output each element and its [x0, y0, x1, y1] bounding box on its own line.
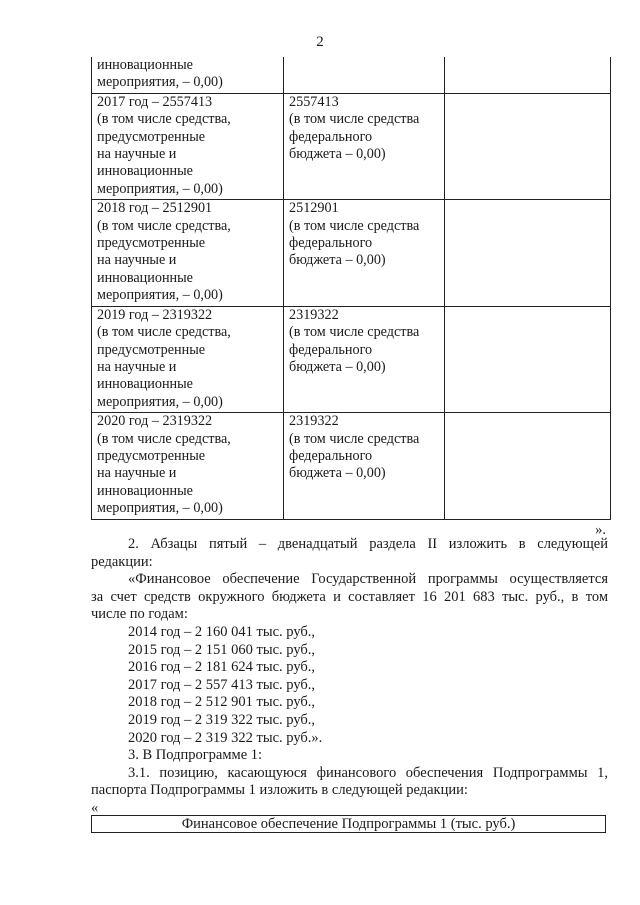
- table-cell-3: [445, 306, 611, 412]
- cell-text-line: (в том числе средства,: [97, 111, 231, 128]
- paragraph-2-line-2: редакции:: [91, 553, 153, 570]
- table-cell-2: [284, 306, 445, 412]
- cell-text-line: мероприятия, – 0,00): [97, 287, 223, 304]
- paragraph-3-1-line-1: 3.1. позицию, касающуюся финансового обеспечения Подпрограммы 1,: [128, 764, 608, 781]
- cell-text-line: предусмотренные: [97, 341, 206, 358]
- quote-paragraph-line-2: за счет средств окружного бюджета и составляет 16 201 683 тыс. руб., в том: [91, 588, 608, 605]
- cell-text-line: инновационные: [97, 57, 193, 73]
- cell-text-line: 2512901: [289, 200, 339, 217]
- table-row: [92, 93, 611, 199]
- year-line-2014: 2014 год – 2 160 041 тыс. руб.,: [128, 623, 316, 640]
- paragraph-3-1-line-2: паспорта Подпрограммы 1 изложить в следующей редакции:: [91, 782, 468, 799]
- table-cell-1: [92, 200, 284, 306]
- cell-text-line: на научные и: [97, 465, 177, 482]
- quote-paragraph-line-1: «Финансовое обеспечение Государственной программы осуществляется: [128, 571, 608, 588]
- cell-text-line: инновационные: [97, 482, 193, 499]
- cell-text-line: (в том числе средства,: [97, 430, 231, 447]
- cell-text-line: инновационные: [97, 269, 193, 286]
- table-cell-3: [445, 200, 611, 306]
- cell-text-line: бюджета – 0,00): [289, 146, 386, 163]
- cell-text-line: (в том числе средства: [289, 111, 420, 128]
- table-cell-2: [284, 200, 445, 306]
- cell-text-line: на научные и: [97, 146, 177, 163]
- cell-text-line: мероприятия, – 0,00): [97, 74, 223, 91]
- cell-text-line: 2017 год – 2557413: [97, 93, 213, 110]
- cell-text-line: бюджета – 0,00): [289, 358, 386, 375]
- cell-text-line: (в том числе средства: [289, 430, 420, 447]
- table-cell-1: [92, 57, 284, 93]
- cell-text-line: мероприятия, – 0,00): [97, 500, 223, 517]
- table-cell-1: [92, 93, 284, 199]
- table-row: [92, 57, 611, 93]
- cell-text-line: (в том числе средства,: [97, 217, 231, 234]
- cell-text-line: (в том числе средства,: [97, 324, 231, 341]
- year-line-2016: 2016 год – 2 181 624 тыс. руб.,: [128, 659, 316, 676]
- cell-text-line: федерального: [289, 447, 373, 464]
- year-line-2018: 2018 год – 2 512 901 тыс. руб.,: [128, 694, 316, 711]
- cell-text-line: бюджета – 0,00): [289, 465, 386, 482]
- year-line-2017: 2017 год – 2 557 413 тыс. руб.,: [128, 676, 316, 693]
- cell-text-line: федерального: [289, 341, 373, 358]
- cell-text-line: (в том числе средства: [289, 324, 420, 341]
- year-line-2019: 2019 год – 2 319 322 тыс. руб.,: [128, 711, 316, 728]
- year-line-2020: 2020 год – 2 319 322 тыс. руб.».: [128, 729, 323, 746]
- table-row: [92, 413, 611, 519]
- page-number: 2: [316, 34, 324, 50]
- table-row: [92, 306, 611, 412]
- cell-text-line: инновационные: [97, 163, 193, 180]
- cell-text-line: предусмотренные: [97, 128, 206, 145]
- cell-text-line: инновационные: [97, 376, 193, 393]
- table-cell-3: [445, 93, 611, 199]
- table-cell-3: [445, 413, 611, 519]
- cell-text-line: бюджета – 0,00): [289, 252, 386, 269]
- table-cell-3: [445, 57, 611, 93]
- financing-table: [91, 57, 611, 520]
- cell-text-line: 2319322: [289, 413, 339, 430]
- paragraph-3: 3. В Подпрограмме 1:: [128, 747, 263, 764]
- cell-text-line: 2018 год – 2512901: [97, 200, 213, 217]
- cell-text-line: федерального: [289, 235, 373, 252]
- cell-text-line: на научные и: [97, 252, 177, 269]
- cell-text-line: предусмотренные: [97, 447, 206, 464]
- cell-text-line: 2319322: [289, 306, 339, 323]
- quote-paragraph-line-3: числе по годам:: [91, 606, 188, 623]
- cell-text-line: мероприятия, – 0,00): [97, 180, 223, 197]
- table-row: [92, 200, 611, 306]
- cell-text-line: федерального: [289, 128, 373, 145]
- year-line-2015: 2015 год – 2 151 060 тыс. руб.,: [128, 641, 316, 658]
- cell-text-line: 2020 год – 2319322: [97, 413, 213, 430]
- table-cell-1: [92, 306, 284, 412]
- table-cell-2: [284, 413, 445, 519]
- cell-text-line: на научные и: [97, 358, 177, 375]
- closing-quote: ».: [595, 522, 606, 538]
- cell-text-line: мероприятия, – 0,00): [97, 393, 223, 410]
- cell-text-line: (в том числе средства: [289, 217, 420, 234]
- cell-text-line: предусмотренные: [97, 235, 206, 252]
- subprogram-financing-table-header: Финансовое обеспечение Подпрограммы 1 (тыс. руб.): [91, 815, 606, 833]
- paragraph-2-line-1: 2. Абзацы пятый – двенадцатый раздела II изложить в следующей: [128, 536, 608, 552]
- opening-quote: «: [91, 799, 99, 816]
- cell-text-line: 2019 год – 2319322: [97, 306, 213, 323]
- table-cell-2: [284, 57, 445, 93]
- body-text: [91, 536, 608, 818]
- cell-text-line: 2557413: [289, 93, 339, 110]
- table-cell-2: [284, 93, 445, 199]
- table-cell-1: [92, 413, 284, 519]
